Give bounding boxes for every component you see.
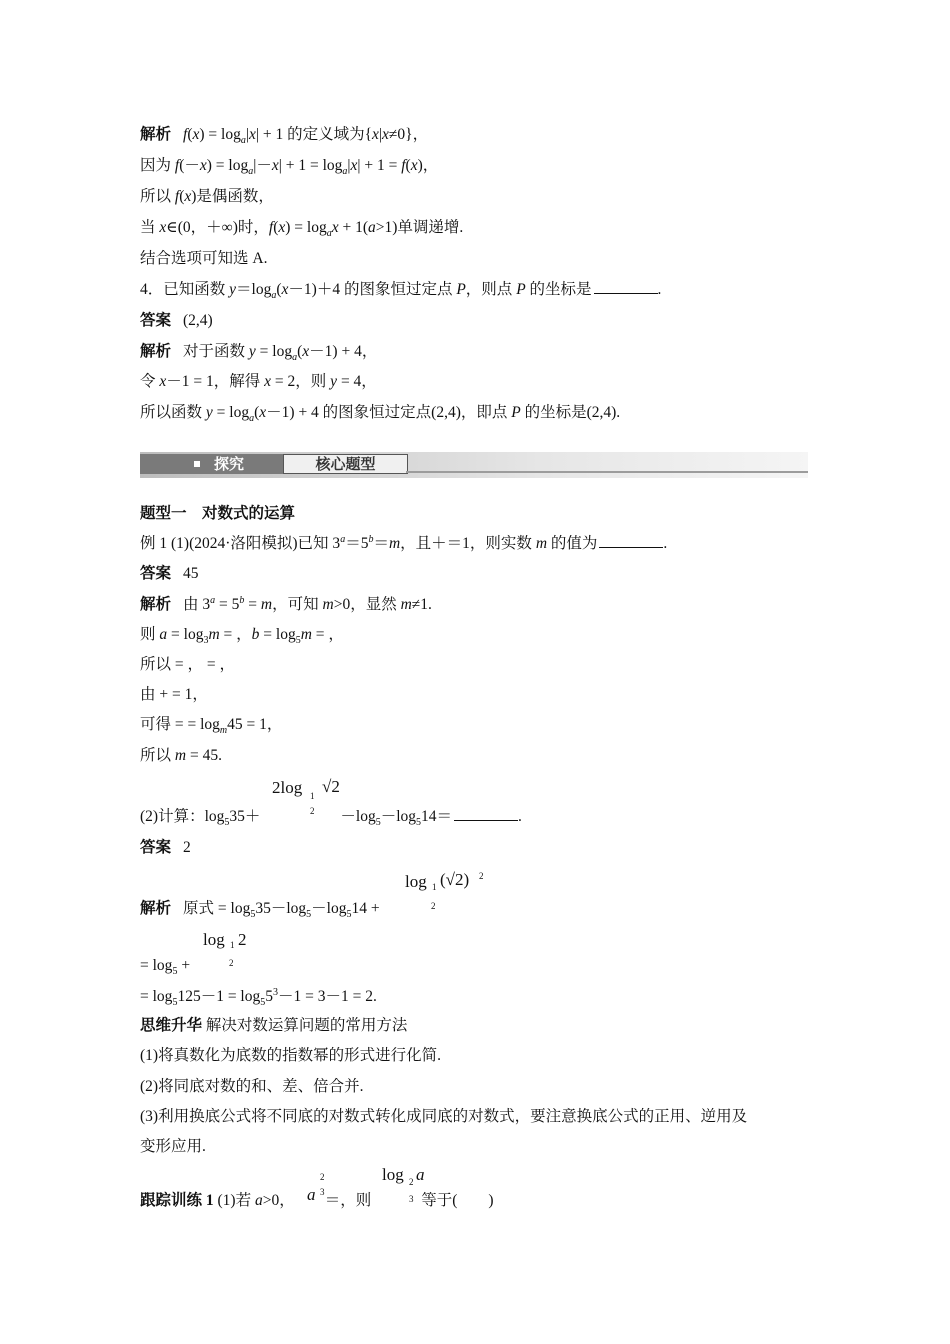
summary-heading: 思维升华 解决对数运算问题的常用方法 <box>140 1017 408 1034</box>
formula-frac-bottom: 2 <box>310 806 315 816</box>
formula-frac-bottom: 2 <box>431 901 436 911</box>
answer-line: 答案 2 <box>140 839 191 856</box>
solution-line-5: 结合选项可知选 A. <box>140 250 268 267</box>
solution-line-17: 由 + = 1， <box>140 686 208 703</box>
solution-line-9: 令 x－1 = 1，解得 x = 2，则 y = 4， <box>140 373 377 390</box>
answer-label: 答案 <box>140 312 172 329</box>
formula-body: (√2) <box>440 870 470 889</box>
sqrt-two: √2 <box>322 777 340 796</box>
square-bullet-icon <box>194 461 200 467</box>
summary-label: 思维升华 <box>140 1017 203 1034</box>
formula-frac-bottom: 2 <box>229 958 234 968</box>
example-1-part-1: 例 1 (1)(2024·洛阳模拟)已知 $3^a=5^b=m$，且＋＝1，则实数 m 的值为 . <box>140 533 668 552</box>
solution-line-2: 因为 $f(-x) = \log_a|-x| + 1 = \log_a|x| + 1 = f(x)$， <box>140 157 439 178</box>
solution-line-3: 所以 f(x)是偶函数， <box>140 188 274 205</box>
power-base: a <box>307 1185 316 1204</box>
question-4: 4．已知函数 $y=\log_a(x-1)+4$ 的图象恒过定点 P，则点 P 的坐标是 . <box>140 281 662 302</box>
example-1-part-2: (2)计算：$\log_535+ -\log_5-\log_514=$ . <box>140 808 522 829</box>
formula-exponent: 2 <box>479 871 484 881</box>
solution-line-1: 解析 $f(x) = \log_a|x| + 1$ 的定义域为{x|x≠0}， <box>140 126 429 147</box>
solution-line-4: 当 x∈(0，＋∞)时，$f(x) = \log_ax + 1(a>1)$单调递增. <box>140 219 464 240</box>
solution-label: 解析 <box>140 126 172 143</box>
answer-line: 答案 (2,4) <box>140 312 213 329</box>
method-2: (2)将同底对数的和、差、倍合并. <box>140 1078 364 1095</box>
exponent-bottom: 3 <box>320 1187 325 1197</box>
answer-label: 答案 <box>140 839 172 856</box>
solution-label: 解析 <box>140 343 172 360</box>
log-base-bottom: 3 <box>409 1194 414 1204</box>
solution-line-22: 解析 原式 = $\log_535-\log_5-\log_514$ + <box>140 900 380 921</box>
solution-label: 解析 <box>140 900 172 917</box>
formula-log: log <box>382 1165 404 1184</box>
solution-line-14: 解析 由 $3^a = 5^b = m$，可知 m>0，显然 m≠1. <box>140 594 432 613</box>
practice-1: 跟踪训练 1 (1)若 a>0， ＝，则 等于( ) <box>140 1192 494 1209</box>
formula-frac-top: 1 <box>230 940 235 950</box>
solution-line-16: 所以 = ， = ， <box>140 656 235 673</box>
solution-line-15: 则 $a = \log_3m$ = ，$b = \log_5m$ = ， <box>140 626 344 647</box>
log-base-top: 2 <box>409 1177 414 1187</box>
formula-argument: 2 <box>238 930 247 949</box>
method-3: (3)利用换底公式将不同底的对数式转化成同底的对数式，要注意换底公式的正用、逆用及 <box>140 1108 748 1125</box>
solution-line-8: 解析 对于函数 $y = \log_a(x-1) + 4$， <box>140 343 378 364</box>
formula-argument: a <box>416 1165 425 1184</box>
solution-line-10: 所以函数 $y = \log_a(x-1) + 4$ 的图象恒过定点(2,4)，即点 P 的坐标是(2,4). <box>140 404 621 425</box>
exponent-top: 2 <box>320 1172 325 1182</box>
solution-line-19: 所以 m = 45. <box>140 747 222 764</box>
banner-dark-block <box>140 454 283 474</box>
solution-line-18: 可得 = = $\log_m45 = 1$， <box>140 716 283 737</box>
formula-2log-half-root2: 2log <box>272 778 303 797</box>
formula-log: log <box>203 930 225 949</box>
formula-log: log <box>405 872 427 891</box>
answer-line: 答案 45 <box>140 565 199 582</box>
method-1: (1)将真数化为底数的指数幂的形式进行化简. <box>140 1047 441 1064</box>
formula-frac-top: 1 <box>432 882 437 892</box>
answer-blank <box>454 808 518 821</box>
answer-blank <box>594 281 658 294</box>
solution-label: 解析 <box>140 596 172 613</box>
answer-label: 答案 <box>140 565 172 582</box>
answer-blank <box>599 535 663 548</box>
section-heading: 题型一 对数式的运算 <box>140 505 296 522</box>
banner-title: 探究 <box>214 455 245 473</box>
banner-rule <box>406 471 808 473</box>
formula-frac-top: 1 <box>310 791 315 801</box>
method-3-continued: 变形应用. <box>140 1138 206 1155</box>
solution-line-24: = $\log_5125-1 = \log_55^3-1 = 3-1 = 2$. <box>140 986 377 1009</box>
practice-label: 跟踪训练 1 <box>140 1192 214 1209</box>
solution-line-23: = $\log_5$ + <box>140 957 191 978</box>
section-banner <box>140 452 808 478</box>
banner-subtitle: 核心题型 <box>283 454 408 474</box>
